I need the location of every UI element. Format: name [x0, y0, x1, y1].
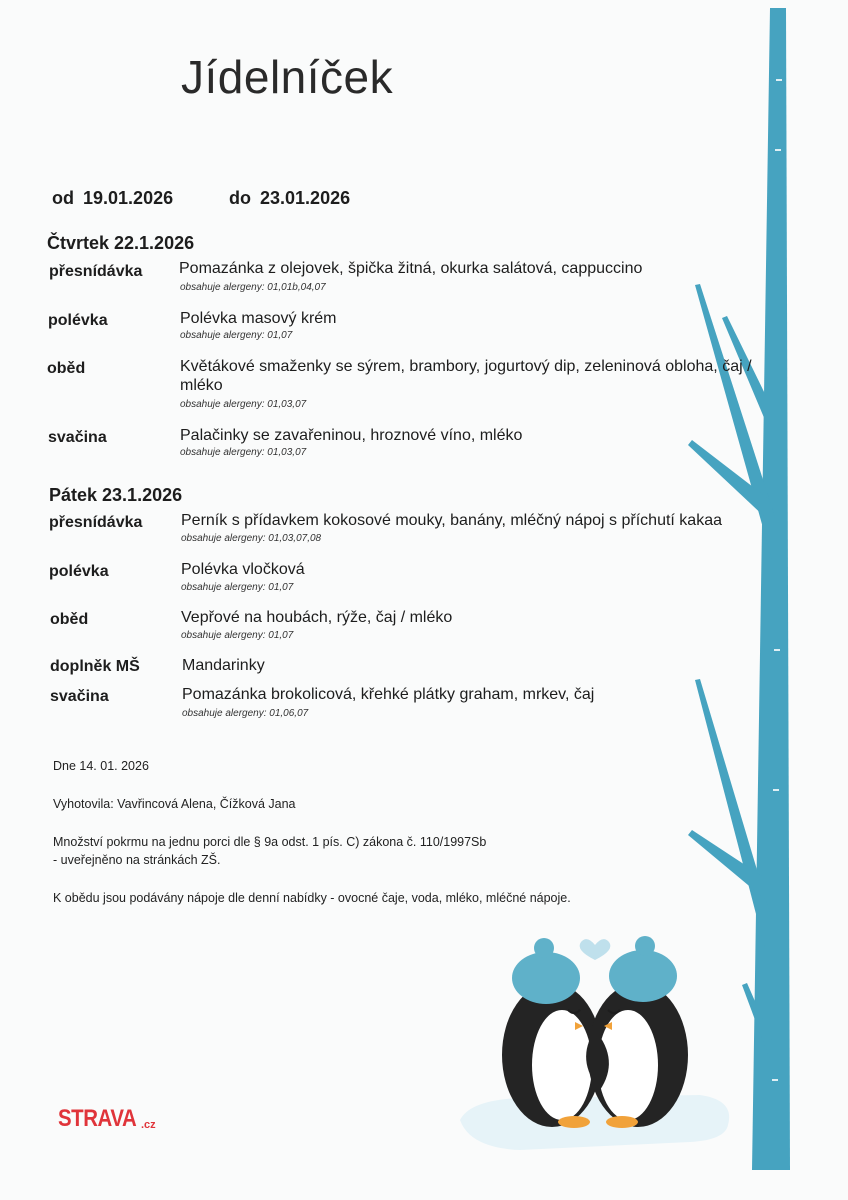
penguin-right-hat — [609, 950, 677, 1002]
meal-label: oběd — [47, 360, 86, 377]
penguin-left-hat — [512, 952, 580, 1004]
meal-text: Vepřové na houbách, rýže, čaj / mléko — [181, 609, 453, 626]
from-date: 19.01.2026 — [83, 188, 174, 208]
meal-text: Perník s přídavkem kokosové mouky, banány, mléčný nápoj s příchutí kakaa — [181, 512, 722, 529]
strava-logo — [58, 1105, 156, 1133]
meal-label: oběd — [50, 611, 89, 628]
meal-text: Polévka masový krém — [180, 310, 337, 327]
logo-main: STRAVA — [58, 1105, 137, 1132]
tree-branch — [688, 830, 768, 900]
to-label: do — [229, 188, 251, 208]
meal-allergens: obsahuje alergeny: 01,03,07 — [180, 447, 307, 458]
meal-text: Květákové smaženky se sýrem, brambory, jogurtový dip, zeleninová obloha, čaj / mléko — [180, 358, 752, 394]
issue-date: Dne 14. 01. 2026 — [53, 759, 149, 773]
meal-allergens: obsahuje alergeny: 01,01b,04,07 — [180, 282, 326, 293]
meal-allergens: obsahuje alergeny: 01,07 — [181, 582, 294, 593]
tree-trunk — [752, 8, 790, 1170]
meal-label: doplněk MŠ — [50, 658, 140, 675]
meal-text: Palačinky se zavařeninou, hroznové víno, mléko — [180, 427, 523, 444]
portion-note-2: - uveřejněno na stránkách ZŠ. — [53, 853, 221, 867]
portion-note: Množství pokrmu na jednu porci dle § 9a odst. 1 pís. C) zákona č. 110/1997Sb — [53, 835, 487, 849]
meal-allergens: obsahuje alergeny: 01,07 — [180, 330, 293, 341]
meal-label: svačina — [50, 688, 109, 705]
meal-text: Polévka vločková — [181, 561, 305, 578]
page-title: Jídelníček — [181, 51, 394, 103]
meal-allergens: obsahuje alergeny: 01,06,07 — [182, 708, 309, 719]
prepared-by: Vyhotovila: Vavřincová Alena, Čížková Jana — [53, 797, 296, 811]
meal-label: polévka — [48, 312, 108, 329]
meal-label: přesnídávka — [49, 263, 143, 280]
meal-label: svačina — [48, 429, 107, 446]
meal-allergens: obsahuje alergeny: 01,07 — [181, 630, 294, 641]
meal-text: Pomazánka z olejovek, špička žitná, okurka salátová, cappuccino — [179, 260, 643, 277]
meal-text: Pomazánka brokolicová, křehké plátky graham, mrkev, čaj — [182, 686, 595, 703]
meal-text: Mandarinky — [182, 657, 265, 674]
date-range — [52, 188, 177, 209]
meal-allergens: obsahuje alergeny: 01,03,07,08 — [181, 533, 322, 544]
ice-floe — [460, 1095, 729, 1150]
logo-tld: .cz — [141, 1119, 156, 1131]
date-range-end — [229, 188, 354, 209]
drinks-note: K obědu jsou podávány nápoje dle denní nabídky - ovocné čaje, voda, mléko, mléčné nápoje. — [53, 891, 571, 905]
meal-allergens: obsahuje alergeny: 01,03,07 — [180, 399, 307, 410]
heart-icon — [580, 939, 611, 960]
day-heading: Čtvrtek 22.1.2026 — [47, 233, 195, 253]
meal-label: přesnídávka — [49, 514, 143, 531]
from-label: od — [52, 188, 74, 208]
to-date: 23.01.2026 — [260, 188, 351, 208]
day-heading: Pátek 23.1.2026 — [49, 485, 183, 505]
meal-label: polévka — [49, 563, 109, 580]
